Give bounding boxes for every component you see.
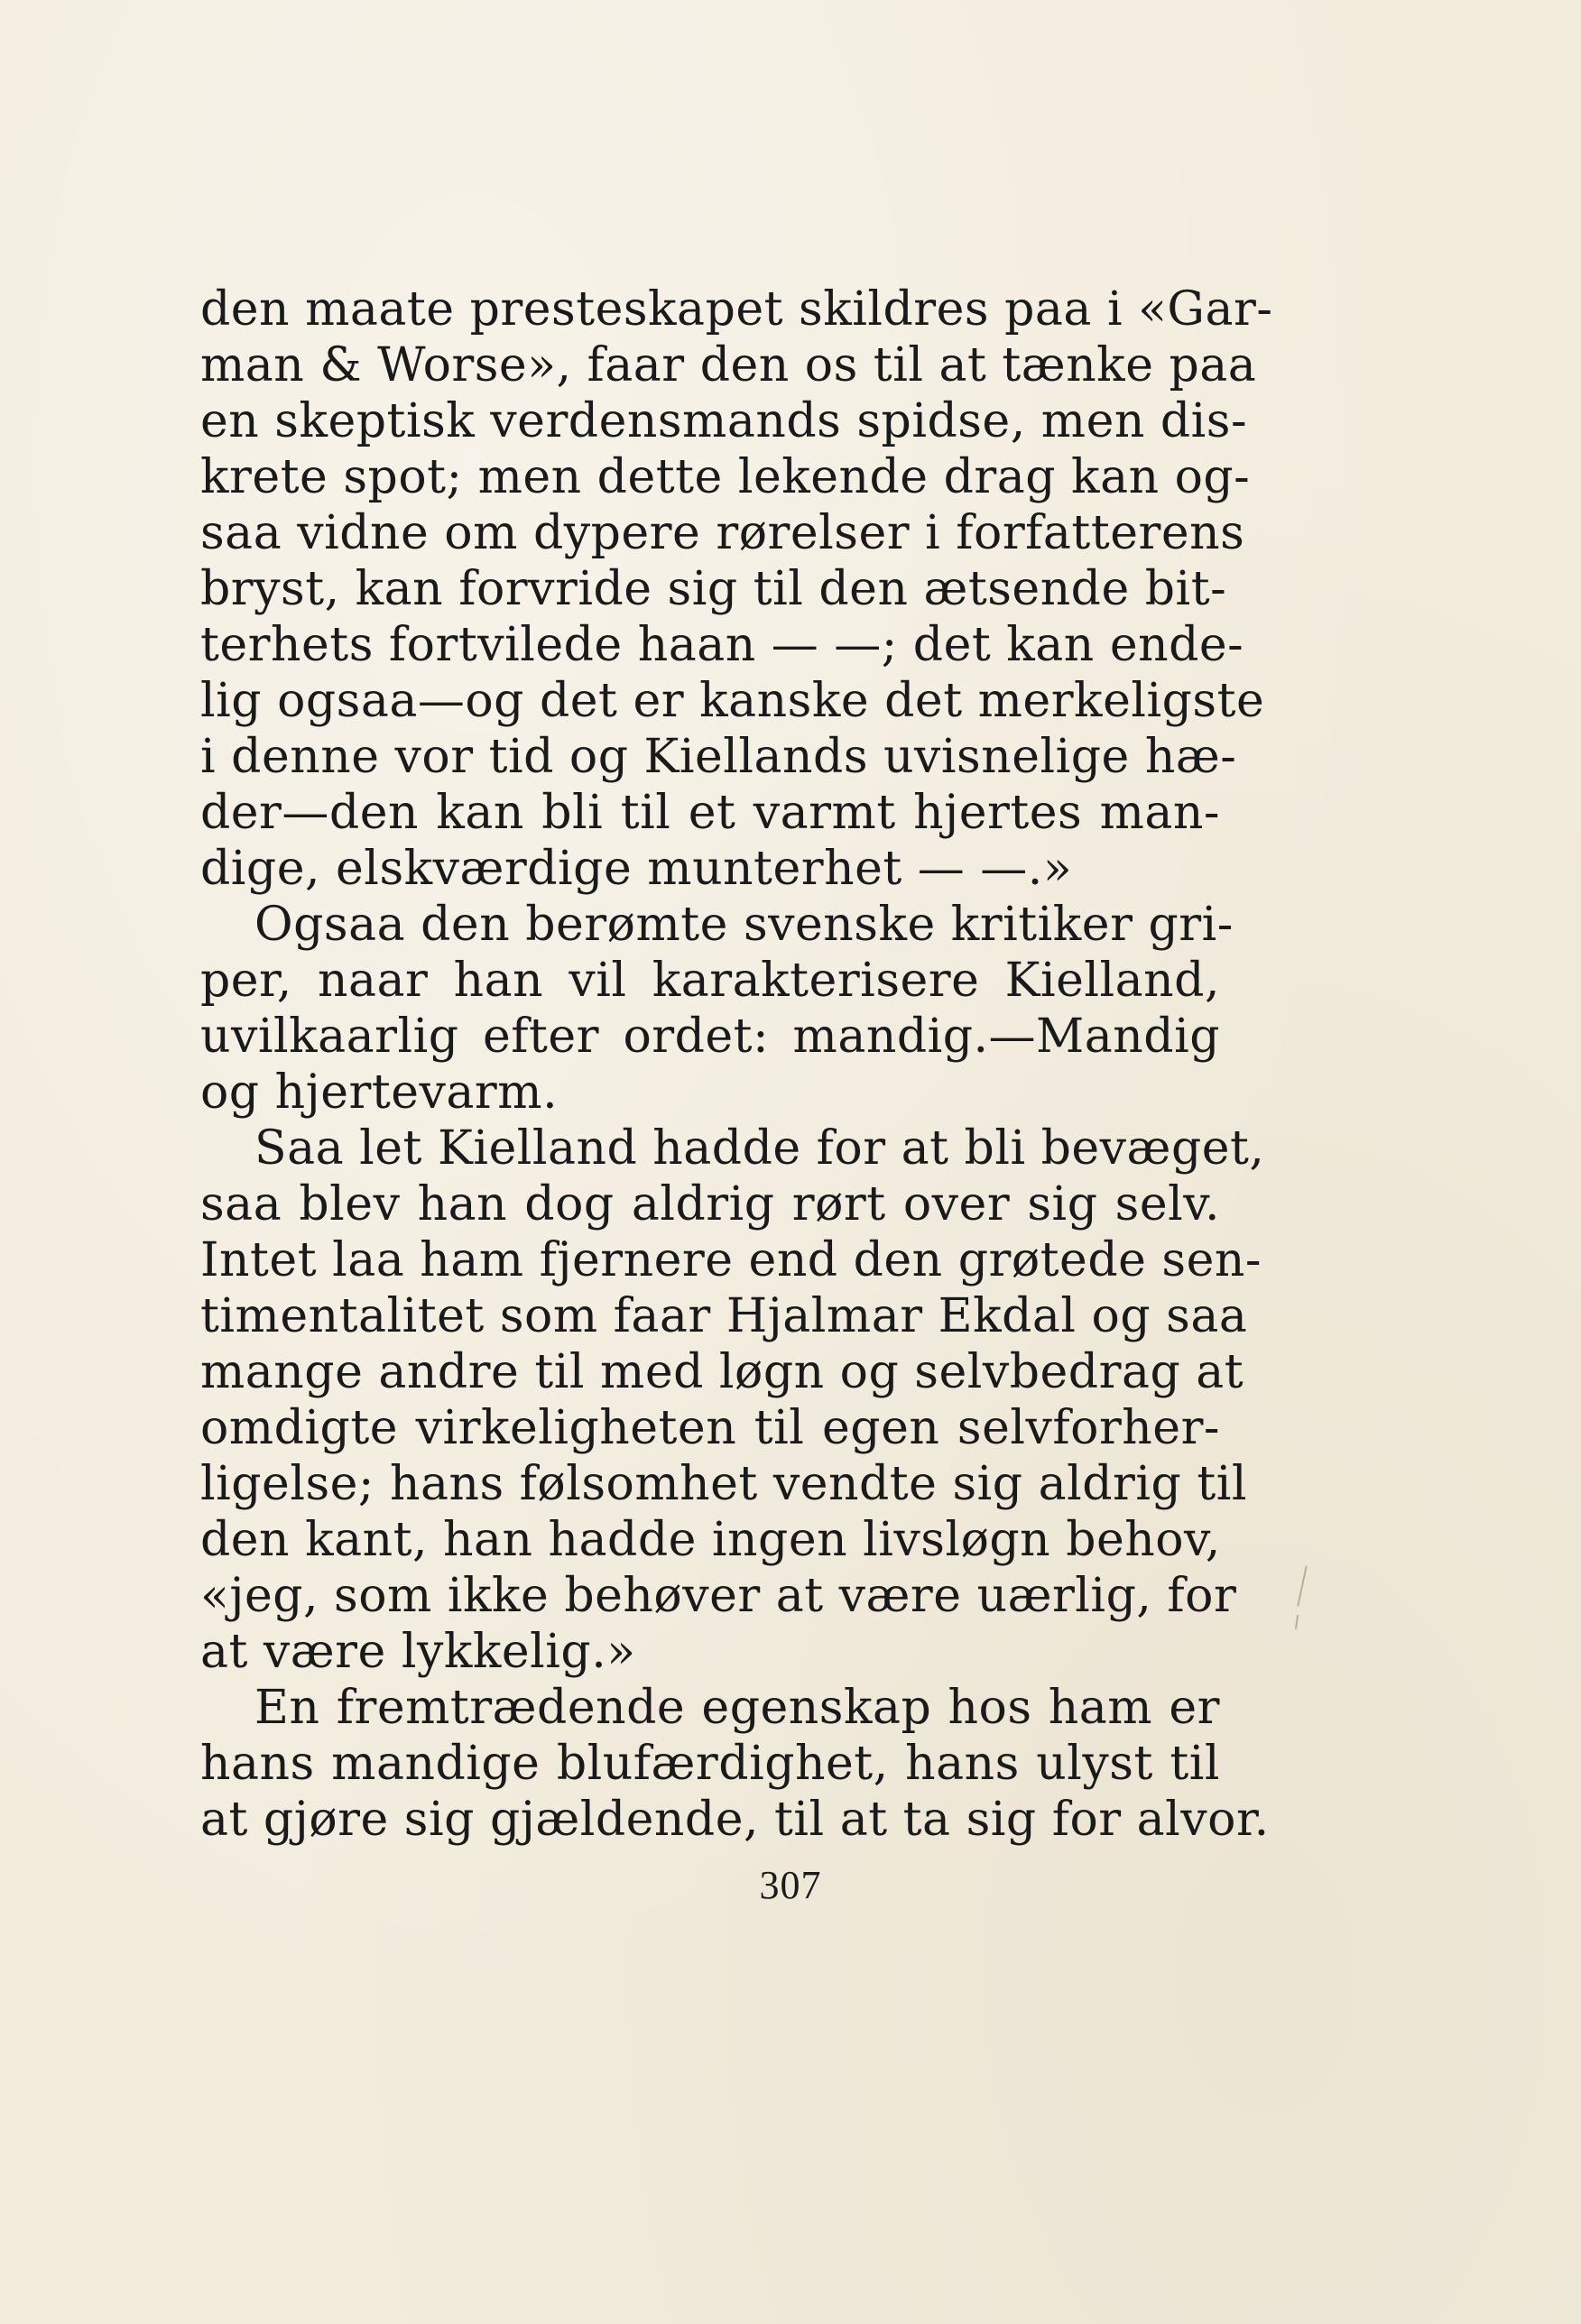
text-line-24: «jeg, som ikke behøver at være uærlig, for (200, 1569, 1237, 1623)
text-line-2: man & Worse», faar den os til at tænke paa (200, 338, 1257, 392)
text-line-1: den maate presteskapet skildres paa i «Gar- (200, 282, 1273, 337)
page-number: 307 (759, 1863, 822, 1907)
text-line-27: hans mandige blufærdighet, hans ulyst til (200, 1737, 1220, 1791)
body-text (200, 281, 1273, 1848)
text-line-28: at gjøre sig gjældende, til at ta sig for alvor. (200, 1793, 1270, 1847)
text-line-22: ligelse; hans følsomhet vendte sig aldrig til (200, 1457, 1247, 1511)
text-line-4: krete spot; men dette lekende drag kan og- (200, 450, 1251, 504)
text-line-5: saa vidne om dypere rørelser i forfatterens (200, 506, 1245, 560)
text-line-23: den kant, han hadde ingen livsløgn behov, (200, 1513, 1221, 1567)
text-line-8: lig ogsaa—og det er kanske det merkeligste (200, 674, 1265, 728)
text-line-13: per, naar han vil karakterisere Kielland, (200, 954, 1220, 1008)
text-line-10: der—den kan bli til et varmt hjertes man- (200, 786, 1220, 840)
text-line-19: timentalitet som faar Hjalmar Ekdal og saa (200, 1289, 1248, 1343)
text-line-26: En fremtrædende egenskap hos ham er (254, 1681, 1220, 1735)
text-line-17: saa blev han dog aldrig rørt over sig selv. (200, 1177, 1220, 1231)
text-line-14: uvilkaarlig efter ordet: mandig.—Mandig (200, 1010, 1220, 1064)
text-line-20: mange andre til med løgn og selvbedrag at (200, 1345, 1244, 1399)
margin-pencil-mark (1297, 1565, 1308, 1606)
text-line-9: i denne vor tid og Kiellands uvisnelige hæ- (200, 730, 1237, 784)
text-line-15: og hjertevarm. (200, 1065, 559, 1120)
text-line-6: bryst, kan forvride sig til den ætsende bit- (200, 562, 1227, 616)
text-line-21: omdigte virkeligheten til egen selvforher- (200, 1401, 1220, 1455)
text-line-12: Ogsaa den berømte svenske kritiker gri- (254, 898, 1234, 952)
margin-pencil-mark (1295, 1615, 1299, 1629)
text-line-3: en skeptisk verdensmands spidse, men dis- (200, 394, 1248, 448)
text-line-16: Saa let Kielland hadde for at bli bevæget, (254, 1121, 1265, 1176)
text-line-25: at være lykkelig.» (200, 1625, 636, 1679)
text-line-18: Intet laa ham fjernere end den grøtede sen- (200, 1233, 1262, 1287)
text-line-11: dige, elskværdige munterhet — —.» (200, 842, 1073, 896)
text-line-7: terhets fortvilede haan — —; det kan ende- (200, 618, 1244, 672)
